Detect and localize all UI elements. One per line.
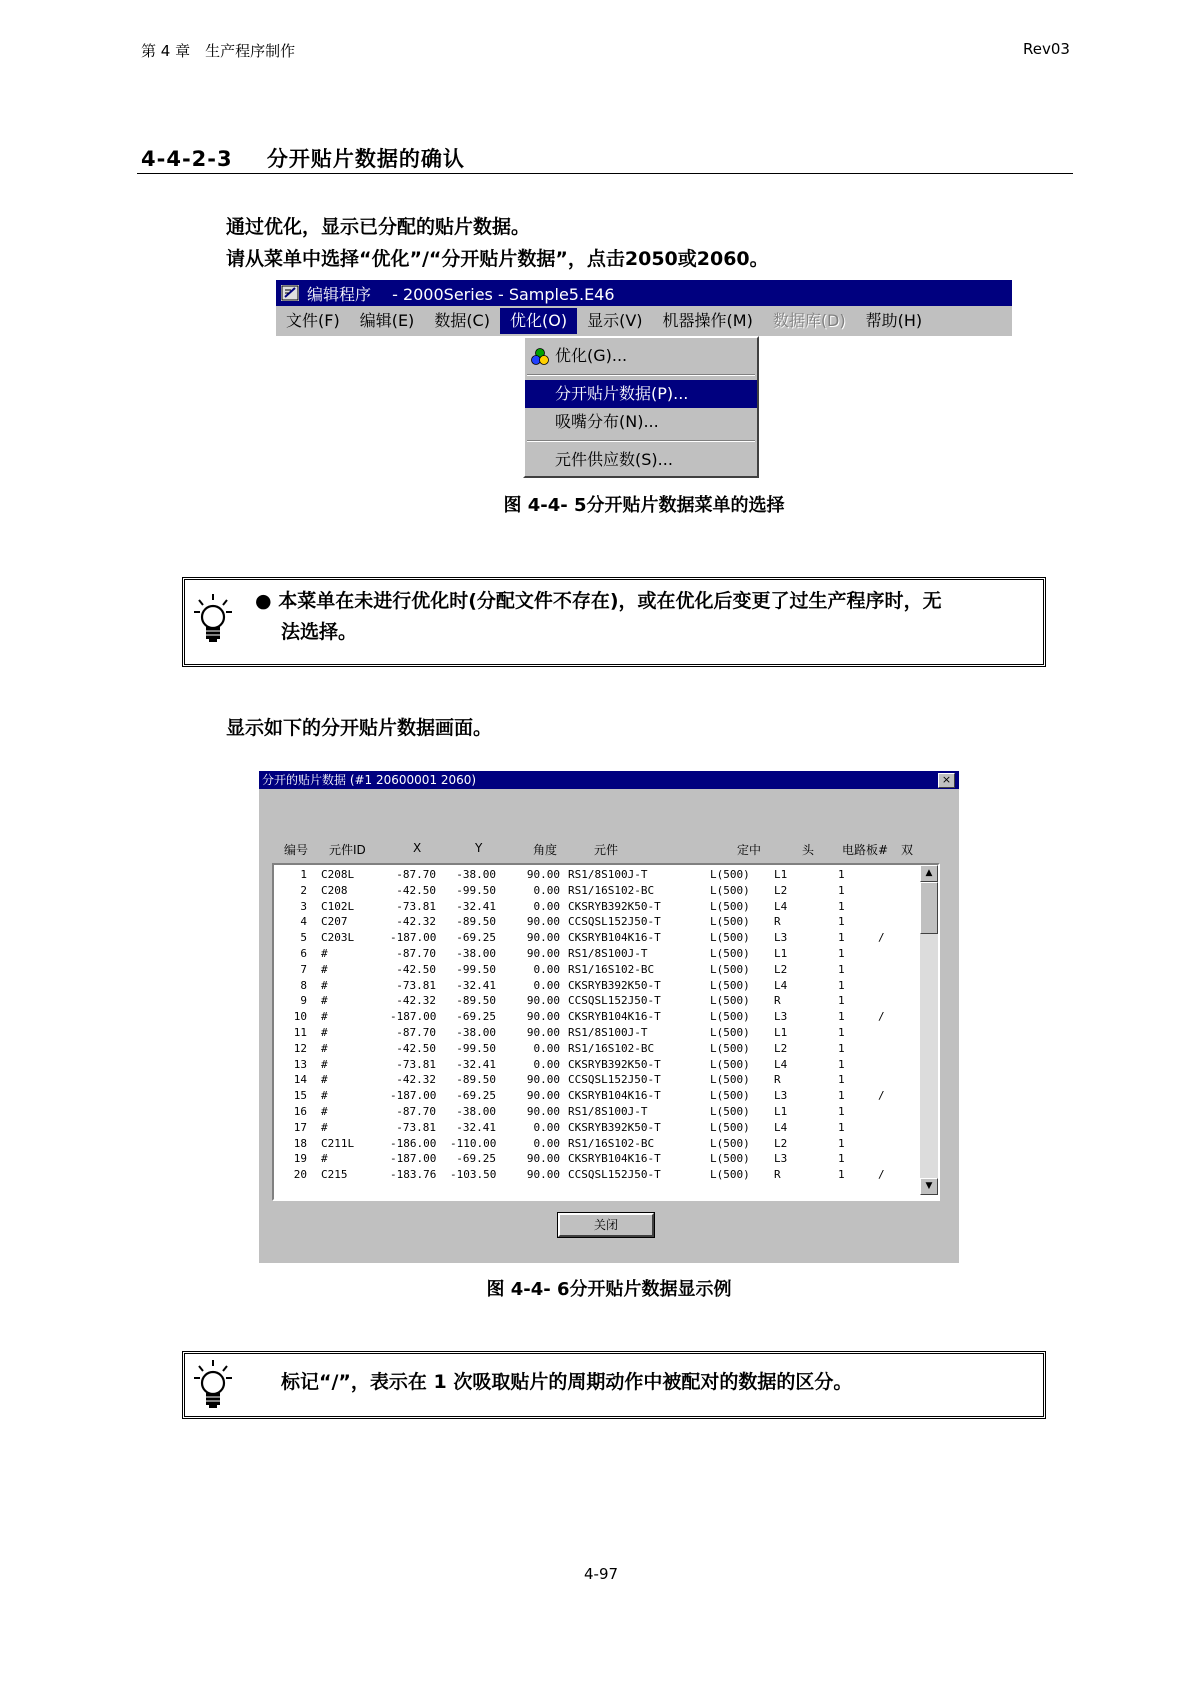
table-cell: L4 (774, 978, 788, 992)
dropdown-split-placement-data[interactable] (525, 380, 757, 408)
table-cell: RS1/16S102-BC (568, 1041, 655, 1055)
table-cell: L2 (774, 1041, 788, 1055)
table-cell: # (321, 1089, 328, 1103)
table-cell: 1 (838, 1089, 845, 1103)
table-cell: 0.00 (533, 1057, 560, 1071)
table-cell: 0.00 (533, 962, 560, 976)
table-cell: 1 (838, 1104, 845, 1118)
table-cell: L2 (774, 883, 788, 897)
table-cell: RS1/8S100J-T (568, 946, 648, 960)
table-cell: 0.00 (533, 1041, 560, 1055)
table-cell: L3 (774, 931, 788, 945)
table-cell: -87.70 (396, 1025, 436, 1039)
dropdown-component-supply-count[interactable] (525, 446, 757, 474)
table-cell: -69.25 (456, 1152, 496, 1166)
table-row[interactable] (274, 914, 914, 930)
table-cell: 6 (300, 946, 307, 960)
dropdown-separator (527, 440, 755, 442)
table-row[interactable] (274, 1104, 914, 1120)
table-cell: CKSRYB104K16-T (568, 1010, 661, 1024)
table-cell: -99.50 (456, 883, 496, 897)
dropdown-split-placement-data-label: 分开贴片数据(P)... (555, 384, 689, 403)
table-cell: 1 (838, 1025, 845, 1039)
intro-line-2: 请从菜单中选择“优化”/“分开贴片数据”，点击2050或2060。 (226, 248, 769, 270)
program-editor-icon (281, 285, 299, 301)
table-cell: L1 (774, 1104, 788, 1118)
table-cell: -38.00 (456, 1104, 496, 1118)
table-cell: 3 (300, 899, 307, 913)
table-cell: C203L (321, 931, 355, 945)
intro-line-1: 通过优化，显示已分配的贴片数据。 (226, 216, 531, 238)
table-cell: # (321, 1104, 328, 1118)
col-component-id: 元件ID (329, 843, 366, 857)
menu-help[interactable]: 帮助(H) (865, 311, 923, 330)
table-row[interactable] (274, 1041, 914, 1057)
table-cell: 1 (838, 1120, 845, 1134)
menu-window-titlebar (276, 280, 1012, 306)
table-cell: # (321, 994, 328, 1008)
table-cell: 4 (300, 915, 307, 929)
table-cell: 1 (838, 1168, 845, 1182)
menu-database[interactable]: 数据库(D) (772, 311, 846, 330)
table-cell: L3 (774, 1089, 788, 1103)
table-cell: CKSRYB392K50-T (568, 899, 661, 913)
table-cell: -187.00 (390, 1010, 437, 1024)
table-cell: 2 (300, 883, 307, 897)
menu-edit[interactable]: 编辑(E) (359, 311, 415, 330)
table-cell: -42.32 (396, 915, 436, 929)
table-cell: # (321, 962, 328, 976)
table-cell: 12 (293, 1041, 307, 1055)
table-row[interactable] (274, 1009, 914, 1025)
column-header-row (259, 841, 959, 859)
note-2-text: 标记“/”，表示在 1 次吸取贴片的周期动作中被配对的数据的区分。 (281, 1371, 853, 1393)
table-row[interactable] (274, 1025, 914, 1041)
lightbulb-icon (193, 1358, 233, 1410)
table-cell: C102L (321, 899, 355, 913)
table-cell: 1 (838, 1041, 845, 1055)
menu-file[interactable]: 文件(F) (286, 311, 340, 330)
table-cell: CKSRYB104K16-T (568, 1152, 661, 1166)
lightbulb-icon (193, 592, 233, 644)
table-cell: 1 (838, 1073, 845, 1087)
table-cell: CCSQSL152J50-T (568, 1073, 661, 1087)
table-cell: C211L (321, 1136, 355, 1150)
table-cell: -87.70 (396, 946, 436, 960)
table-cell: 0.00 (533, 883, 560, 897)
table-row[interactable] (274, 962, 914, 978)
table-cell: # (321, 946, 328, 960)
table-cell: L(500) (710, 883, 750, 897)
table-row[interactable] (274, 1088, 914, 1104)
close-button[interactable]: 关闭 (558, 1213, 654, 1237)
table-cell: 14 (293, 1073, 307, 1087)
col-board: 电路板# (842, 843, 889, 857)
table-cell: -89.50 (456, 915, 496, 929)
table-cell: L4 (774, 1120, 788, 1134)
table-row[interactable] (274, 978, 914, 994)
table-cell: L(500) (710, 1057, 750, 1071)
dropdown-nozzle-distribution[interactable] (525, 408, 757, 436)
table-row[interactable] (274, 867, 914, 883)
table-cell: -42.50 (396, 1041, 436, 1055)
dropdown-component-supply-count-label: 元件供应数(S)... (555, 450, 673, 469)
table-cell: 90.00 (526, 1010, 560, 1024)
table-cell: C215 (321, 1168, 348, 1182)
table-cell: 17 (293, 1120, 307, 1134)
col-component: 元件 (594, 843, 619, 857)
dialog-titlebar (259, 771, 959, 789)
table-cell: C208 (321, 883, 348, 897)
table-cell: -69.25 (456, 1089, 496, 1103)
table-cell: 10 (293, 1010, 307, 1024)
table-cell: RS1/16S102-BC (568, 883, 655, 897)
revision-label: Rev03 (1023, 40, 1070, 58)
table-cell: L(500) (710, 1025, 750, 1039)
table-cell: 18 (293, 1136, 307, 1150)
table-cell: 1 (838, 962, 845, 976)
table-cell: 16 (293, 1104, 307, 1118)
table-cell: -73.81 (396, 1120, 436, 1134)
table-cell: -69.25 (456, 931, 496, 945)
table-cell: RS1/16S102-BC (568, 1136, 655, 1150)
table-cell: CKSRYB104K16-T (568, 1089, 661, 1103)
table-cell: R (774, 1168, 781, 1182)
table-cell: L1 (774, 946, 788, 960)
table-cell: 8 (300, 978, 307, 992)
col-head: 头 (802, 843, 815, 857)
table-cell: # (321, 1073, 328, 1087)
table-cell: L(500) (710, 1120, 750, 1134)
table-cell: CCSQSL152J50-T (568, 1168, 661, 1182)
chapter-header: 第 4 章 生产程序制作 (141, 42, 296, 60)
table-cell: -87.70 (396, 1104, 436, 1118)
table-cell: 90.00 (526, 1089, 560, 1103)
table-cell: L2 (774, 962, 788, 976)
table-cell: 9 (300, 994, 307, 1008)
table-cell: 1 (838, 915, 845, 929)
table-cell: 90.00 (526, 931, 560, 945)
table-cell: 1 (300, 868, 307, 881)
col-y: Y (475, 841, 483, 855)
table-cell: -99.50 (456, 962, 496, 976)
table-cell: 0.00 (533, 978, 560, 992)
table-cell: -38.00 (456, 868, 496, 881)
table-cell: 1 (838, 994, 845, 1008)
table-cell: L(500) (710, 1152, 750, 1166)
table-cell: # (321, 1025, 328, 1039)
table-cell: -42.32 (396, 1073, 436, 1087)
table-cell: L(500) (710, 868, 750, 881)
table-cell: L(500) (710, 962, 750, 976)
table-cell: RS1/8S100J-T (568, 1104, 648, 1118)
section-heading (141, 143, 465, 173)
table-cell: # (321, 1041, 328, 1055)
note-box-1 (182, 577, 1046, 667)
table-cell: RS1/8S100J-T (568, 1025, 648, 1039)
table-cell: -42.50 (396, 962, 436, 976)
display-intro-text: 显示如下的分开贴片数据画面。 (226, 717, 493, 739)
table-cell: 11 (293, 1025, 307, 1039)
table-cell: L(500) (710, 1136, 750, 1150)
table-cell: / (878, 1010, 885, 1024)
table-cell: 90.00 (526, 868, 560, 881)
table-cell: 0.00 (533, 899, 560, 913)
table-cell: L(500) (710, 1010, 750, 1024)
menu-window-screenshot (276, 280, 1012, 482)
table-cell: C207 (321, 915, 348, 929)
table-cell: # (321, 1010, 328, 1024)
placement-data-list[interactable] (272, 863, 940, 1201)
table-cell: -42.50 (396, 883, 436, 897)
table-cell: 90.00 (526, 1104, 560, 1118)
menu-bar (276, 306, 1012, 336)
table-cell: -32.41 (456, 1120, 496, 1134)
table-cell: L3 (774, 1152, 788, 1166)
section-rule (137, 173, 1073, 174)
table-cell: L(500) (710, 1073, 750, 1087)
menu-optimize[interactable]: 优化(O) (500, 308, 577, 334)
table-cell: -73.81 (396, 899, 436, 913)
vertical-scrollbar[interactable] (920, 865, 938, 1195)
table-cell: 90.00 (526, 1152, 560, 1166)
table-cell: CKSRYB392K50-T (568, 978, 661, 992)
table-cell: 1 (838, 868, 845, 881)
table-cell: 90.00 (526, 915, 560, 929)
table-cell: CKSRYB392K50-T (568, 1057, 661, 1071)
table-row[interactable] (274, 946, 914, 962)
table-cell: 0.00 (533, 1136, 560, 1150)
figure-5-caption: 图 4-4- 5分开贴片数据菜单的选择 (503, 495, 785, 516)
table-cell: L(500) (710, 931, 750, 945)
optimize-dropdown (523, 336, 759, 478)
table-cell: -73.81 (396, 978, 436, 992)
table-cell: -38.00 (456, 946, 496, 960)
table-cell: R (774, 994, 781, 1008)
table-row[interactable] (274, 883, 914, 899)
table-cell: -187.00 (390, 1152, 437, 1166)
table-cell: / (878, 1168, 885, 1182)
table-cell: -183.76 (390, 1168, 437, 1182)
table-cell: # (321, 1057, 328, 1071)
note-1-line-2: 法选择。 (281, 621, 358, 643)
table-cell: -103.50 (450, 1168, 497, 1182)
section-number: 4-4-2-3 (141, 147, 233, 171)
note-1-text (255, 586, 1035, 648)
table-cell: L(500) (710, 899, 750, 913)
placement-rows (274, 867, 914, 1183)
table-cell: -89.50 (456, 1073, 496, 1087)
table-cell: L(500) (710, 1041, 750, 1055)
table-cell: / (878, 931, 885, 945)
table-cell: -186.00 (390, 1136, 437, 1150)
table-cell: L4 (774, 1057, 788, 1071)
table-cell: # (321, 978, 328, 992)
table-cell: 7 (300, 962, 307, 976)
table-row[interactable] (274, 1072, 914, 1088)
table-row[interactable] (274, 1120, 914, 1136)
table-cell: CCSQSL152J50-T (568, 994, 661, 1008)
table-cell: RS1/16S102-BC (568, 962, 655, 976)
table-cell: L(500) (710, 1104, 750, 1118)
scroll-up-icon[interactable]: ▲ (920, 865, 938, 882)
menu-view[interactable]: 显示(V) (587, 311, 643, 330)
table-row[interactable] (274, 1167, 914, 1183)
table-cell: -87.70 (396, 868, 436, 881)
table-cell: -187.00 (390, 1089, 437, 1103)
table-cell: 20 (293, 1168, 307, 1182)
table-cell: -38.00 (456, 1025, 496, 1039)
table-cell: RS1/8S100J-T (568, 868, 648, 881)
table-cell: 15 (293, 1089, 307, 1103)
table-row[interactable] (274, 1136, 914, 1152)
table-cell: R (774, 915, 781, 929)
table-row[interactable] (274, 1151, 914, 1167)
table-cell: 5 (300, 931, 307, 945)
dialog-close-icon[interactable] (938, 773, 955, 788)
table-cell: 1 (838, 1010, 845, 1024)
table-cell: 90.00 (526, 1025, 560, 1039)
dropdown-nozzle-distribution-label: 吸嘴分布(N)... (555, 412, 659, 431)
col-dual: 双 (901, 843, 914, 857)
table-cell: L(500) (710, 915, 750, 929)
table-row[interactable] (274, 993, 914, 1009)
table-cell: / (878, 1089, 885, 1103)
section-title: 分开贴片数据的确认 (266, 147, 465, 171)
optimize-colored-icon (530, 347, 550, 367)
table-cell: 13 (293, 1057, 307, 1071)
dropdown-optimize[interactable] (525, 342, 757, 370)
figure-6-caption: 图 4-4- 6分开贴片数据显示例 (486, 1279, 732, 1300)
menu-window-title: 编辑程序 - 2000Series - Sample5.E46 (307, 284, 615, 304)
table-cell: 1 (838, 1057, 845, 1071)
table-cell: -99.50 (456, 1041, 496, 1055)
table-cell: 90.00 (526, 1168, 560, 1182)
table-cell: 90.00 (526, 946, 560, 960)
table-cell: -110.00 (450, 1136, 497, 1150)
table-cell: 1 (838, 931, 845, 945)
scroll-down-icon[interactable]: ▼ (920, 1178, 938, 1195)
table-cell: CKSRYB104K16-T (568, 931, 661, 945)
col-angle: 角度 (533, 843, 558, 857)
table-cell: # (321, 1152, 328, 1166)
menu-machine-operation[interactable]: 机器操作(M) (662, 311, 753, 330)
dropdown-separator (527, 374, 755, 376)
page-number: 4-97 (584, 1565, 619, 1583)
table-cell: L4 (774, 899, 788, 913)
table-cell: -73.81 (396, 1057, 436, 1071)
table-cell: -69.25 (456, 1010, 496, 1024)
table-cell: 1 (838, 946, 845, 960)
table-cell: CCSQSL152J50-T (568, 915, 661, 929)
table-cell: 1 (838, 978, 845, 992)
table-cell: L(500) (710, 978, 750, 992)
table-cell: -187.00 (390, 931, 437, 945)
table-cell: -32.41 (456, 978, 496, 992)
dropdown-optimize-label: 优化(G)... (555, 346, 628, 365)
note-box-2 (182, 1351, 1046, 1419)
table-cell: 90.00 (526, 994, 560, 1008)
split-placement-dialog (259, 771, 959, 1263)
table-cell: R (774, 1073, 781, 1087)
table-row[interactable] (274, 899, 914, 915)
table-cell: L(500) (710, 1168, 750, 1182)
table-cell: C208L (321, 868, 355, 881)
table-row[interactable] (274, 1057, 914, 1073)
table-cell: L(500) (710, 994, 750, 1008)
scroll-thumb[interactable] (920, 882, 938, 934)
table-cell: L(500) (710, 946, 750, 960)
table-row[interactable] (274, 930, 914, 946)
table-cell: -32.41 (456, 1057, 496, 1071)
table-cell: L3 (774, 1010, 788, 1024)
dialog-title: 分开的贴片数据 (#1 20600001 2060) (262, 773, 477, 787)
table-cell: 0.00 (533, 1120, 560, 1134)
table-cell: L(500) (710, 1089, 750, 1103)
table-cell: 19 (293, 1152, 307, 1166)
table-cell: L1 (774, 1025, 788, 1039)
note-1-line-1: ● 本菜单在未进行优化时(分配文件不存在)，或在优化后变更了过生产程序时，无 (255, 590, 942, 612)
menu-data[interactable]: 数据(C) (434, 311, 490, 330)
col-centering: 定中 (737, 843, 762, 857)
col-x: X (413, 841, 422, 855)
table-cell: 1 (838, 1152, 845, 1166)
table-cell: L2 (774, 1136, 788, 1150)
table-cell: 1 (838, 1136, 845, 1150)
table-cell: -89.50 (456, 994, 496, 1008)
table-cell: # (321, 1120, 328, 1134)
table-cell: 1 (838, 883, 845, 897)
col-number: 编号 (284, 843, 309, 857)
table-cell: L1 (774, 868, 788, 881)
close-glyph: × (941, 773, 952, 786)
table-cell: -32.41 (456, 899, 496, 913)
table-cell: 1 (838, 899, 845, 913)
table-cell: -42.32 (396, 994, 436, 1008)
table-cell: 90.00 (526, 1073, 560, 1087)
table-cell: CKSRYB392K50-T (568, 1120, 661, 1134)
